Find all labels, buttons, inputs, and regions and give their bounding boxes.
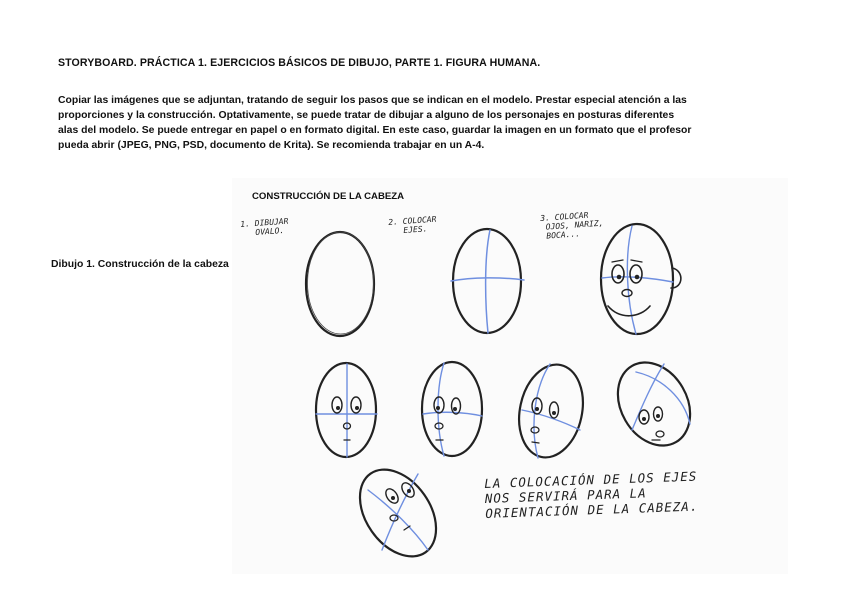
step1-oval-sketch — [306, 232, 374, 336]
step3-label: 3. COLOCAR OJOS, NARIZ, BOCA... — [540, 210, 604, 241]
head-front-sketch — [316, 363, 377, 457]
head-turned-left-sketch — [422, 362, 482, 456]
instructions-line: pueda abrir (JPEG, PNG, PSD, documento de Krita). Se recomienda trabajar en un A-4. — [58, 140, 485, 151]
step1-label: 1. DIBUJAR OVALO. — [240, 216, 289, 238]
head-turned-down-sketch — [511, 359, 591, 464]
head-tilted-sketch — [603, 349, 704, 458]
instructions-line: proporciones y la construcción. Optativamente, se puede tratar de dibujar a alguno de los personajes en posturas diferentes — [58, 110, 675, 121]
figure-title: CONSTRUCCIÓN DE LA CABEZA — [252, 191, 405, 202]
head-construction-figure — [232, 178, 788, 574]
head-rotated-sketch — [344, 455, 451, 570]
page-title: STORYBOARD. PRÁCTICA 1. EJERCICIOS BÁSICOS DE DIBUJO, PARTE 1. FIGURA HUMANA. — [58, 57, 541, 69]
instructions-paragraph — [58, 93, 793, 153]
axes-note: LA COLOCACIÓN DE LOS EJES NOS SERVIRÁ PARA LA ORIENTACIÓN DE LA CABEZA. — [484, 468, 699, 521]
step2-label: 2. COLOCAR EJES. — [388, 214, 437, 236]
figure-caption: Dibujo 1. Construcción de la cabeza — [51, 259, 229, 270]
step2-axes-sketch — [451, 229, 524, 333]
instructions-line: alas del modelo. Se puede entregar en papel o en formato digital. En este caso, guardar la imagen en un formato que el profesor — [58, 125, 692, 136]
instructions-line: Copiar las imágenes que se adjuntan, tratando de seguir los pasos que se indican en el modelo. Prestar especial atención a las — [58, 95, 687, 106]
step3-features-sketch — [601, 224, 681, 334]
